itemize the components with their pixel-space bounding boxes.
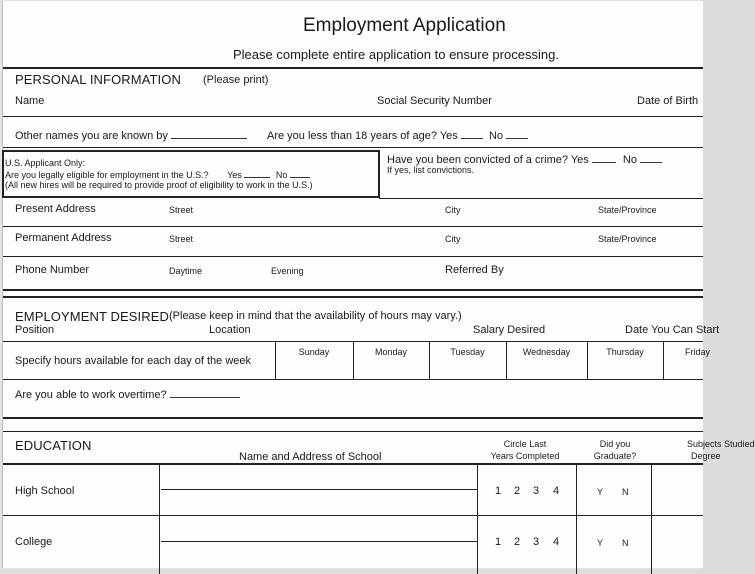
divider <box>576 464 577 574</box>
graduate-no-option[interactable]: N <box>622 487 629 497</box>
divider <box>3 379 703 380</box>
crime-note: If yes, list convictions. <box>387 165 475 175</box>
education-heading: EDUCATION <box>15 438 92 453</box>
employment-note: (Please keep in mind that the availability of hours may vary.) <box>169 310 462 322</box>
phone-label: Phone Number <box>15 264 89 276</box>
divider <box>3 256 703 257</box>
age-no-field[interactable] <box>506 128 528 139</box>
divider <box>3 417 703 419</box>
divider <box>3 431 703 432</box>
crime-question <box>387 152 662 166</box>
age-question <box>267 128 528 142</box>
school-column-header: Name and Address of School <box>239 451 382 463</box>
graduate-yes-option[interactable]: Y <box>597 487 604 497</box>
divider <box>379 198 703 199</box>
day-friday[interactable]: Friday <box>685 347 711 357</box>
education-row-label: College <box>15 536 53 548</box>
form-title: Employment Application <box>303 15 506 36</box>
divider <box>477 464 478 574</box>
us-applicant-title: U.S. Applicant Only: <box>5 158 86 168</box>
us-yes-label: Yes <box>227 170 242 180</box>
divider <box>159 464 160 574</box>
divider <box>3 226 703 227</box>
subjects-column-header <box>687 439 755 461</box>
age-no-label: No <box>488 130 503 142</box>
year-option[interactable]: 3 <box>533 536 540 548</box>
subjects-header-line1: Subjects Studied <box>687 439 755 449</box>
other-names-text: Other names you are known by <box>15 130 168 142</box>
crime-yes-field[interactable] <box>592 152 616 163</box>
day-thursday[interactable]: Thursday <box>606 347 644 357</box>
subjects-header-line2: Degree <box>691 451 721 461</box>
form-subtitle: Please complete entire application to ensure processing. <box>233 47 559 62</box>
overtime-field[interactable] <box>170 387 240 398</box>
permanent-street-label: Street <box>169 234 194 244</box>
school-name-field[interactable] <box>161 489 477 490</box>
year-option[interactable]: 4 <box>553 536 560 548</box>
personal-heading: PERSONAL INFORMATION <box>15 72 181 87</box>
years-header-line2: Years Completed <box>490 451 560 461</box>
graduate-header-line1: Did you <box>599 439 631 449</box>
day-tuesday[interactable]: Tuesday <box>450 347 485 357</box>
present-street-label: Street <box>169 205 194 215</box>
divider <box>3 147 703 148</box>
years-header-line1: Circle Last <box>503 439 547 449</box>
dob-label: Date of Birth <box>637 95 699 107</box>
school-name-field[interactable] <box>161 541 477 542</box>
overtime-text: Are you able to work overtime? <box>15 389 167 401</box>
referred-by-label: Referred By <box>445 264 504 276</box>
other-names-field[interactable] <box>171 128 247 139</box>
divider <box>3 67 703 69</box>
other-names-label <box>15 128 247 142</box>
name-label: Name <box>15 95 45 107</box>
day-monday[interactable]: Monday <box>374 347 408 357</box>
us-eligibility-note: (All new hires will be required to provide proof of eligibility to work in the U.S.) <box>5 180 313 190</box>
day-sunday[interactable]: Sunday <box>298 347 330 357</box>
age-yes-field[interactable] <box>461 128 483 139</box>
us-eligibility-question <box>5 169 310 180</box>
overtime-question <box>15 387 240 401</box>
ssn-label: Social Security Number <box>377 95 492 107</box>
year-option[interactable]: 2 <box>514 536 521 548</box>
divider <box>3 515 703 516</box>
employment-heading: EMPLOYMENT DESIRED <box>15 309 169 324</box>
position-label: Position <box>15 324 55 336</box>
education-row-label: High School <box>15 485 75 497</box>
graduate-no-option[interactable]: N <box>622 538 629 548</box>
hours-label: Specify hours available for each day of the week <box>15 355 252 367</box>
year-option[interactable]: 4 <box>553 485 560 497</box>
divider <box>3 289 703 291</box>
divider <box>651 464 652 574</box>
location-label: Location <box>209 324 251 336</box>
evening-label: Evening <box>271 266 304 276</box>
present-state-label: State/Province <box>598 205 657 215</box>
crime-no-label: No <box>622 154 637 166</box>
us-no-label: No <box>275 170 288 180</box>
year-option[interactable]: 2 <box>514 485 521 497</box>
years-column-header <box>479 439 571 461</box>
salary-label: Salary Desired <box>473 324 546 336</box>
divider <box>3 463 703 465</box>
age-question-text: Are you less than 18 years of age? Yes <box>267 130 458 142</box>
year-option[interactable]: 1 <box>495 536 502 548</box>
year-option[interactable]: 1 <box>495 485 502 497</box>
us-eligibility-text: Are you legally eligible for employment in the U.S.? <box>5 170 209 180</box>
application-form <box>2 1 755 568</box>
permanent-city-label: City <box>445 234 461 244</box>
us-yes-field[interactable] <box>244 169 270 178</box>
permanent-address-label: Permanent Address <box>15 232 112 244</box>
graduate-header-line2: Graduate? <box>593 451 637 461</box>
start-date-label: Date You Can Start <box>625 324 720 336</box>
us-no-field[interactable] <box>290 169 310 178</box>
year-option[interactable]: 3 <box>533 485 540 497</box>
present-address-label: Present Address <box>15 203 96 215</box>
crime-question-text: Have you been convicted of a crime? Yes <box>387 154 589 166</box>
graduate-column-header <box>583 439 647 461</box>
divider <box>3 116 703 117</box>
crime-no-field[interactable] <box>640 152 662 163</box>
present-city-label: City <box>445 205 461 215</box>
divider <box>3 296 703 298</box>
permanent-state-label: State/Province <box>598 234 657 244</box>
divider <box>663 341 664 379</box>
personal-note: (Please print) <box>203 74 269 86</box>
day-wednesday[interactable]: Wednesday <box>522 347 571 357</box>
graduate-yes-option[interactable]: Y <box>597 538 604 548</box>
daytime-label: Daytime <box>169 266 203 276</box>
